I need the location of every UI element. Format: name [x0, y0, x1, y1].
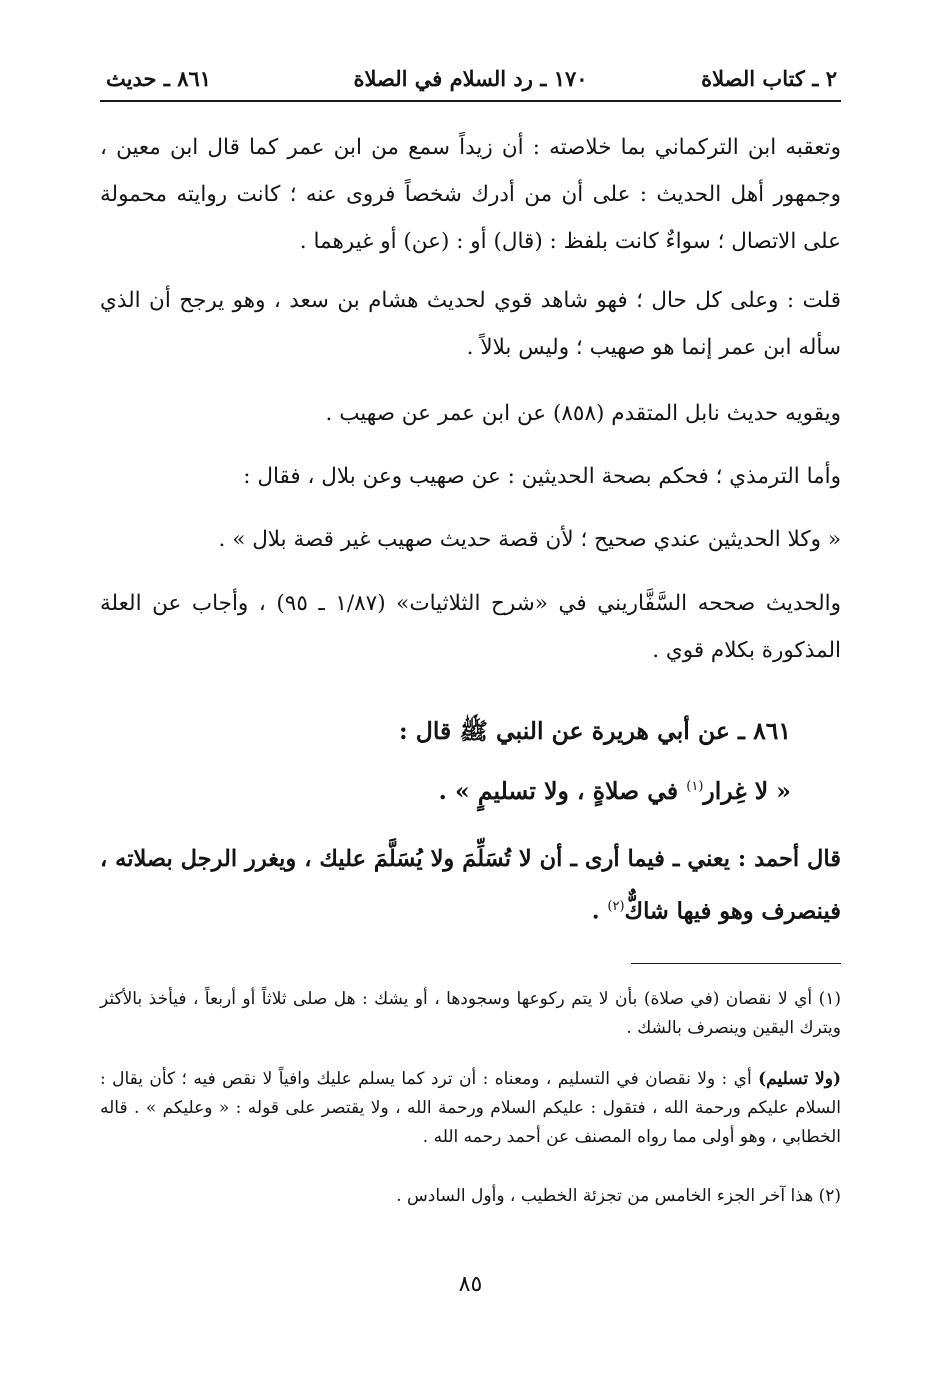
- paragraph-tirmidhi: وأما الترمذي ؛ فحكم بصحة الحديثين : عن صهيب وعن بلال ، فقال :: [243, 464, 841, 489]
- paragraph-author-opinion: قلت : وعلى كل حال ؛ فهو شاهد قوي لحديث هشام بن سعد ، وهو يرجح أن الذي سأله ابن عمر إنما هو صهيب ؛ وليس بلالاً .: [100, 288, 841, 360]
- footnote-term-explanation: أي : ولا نقصان في التسليم ، ومعناه : أن ترد كما يسلم عليك وافياً لا نقص فيه ؛ كأن يقال : السلام عليكم ورحمة الله ، فتقول : عليكم السلام ورحمة الله ، ولا يقتصر على قوله : « وعليكم » . قاله الخطابي ، وهو أولى مما رواه المصنف عن أحمد رحمه الله .: [100, 1069, 841, 1147]
- hadith-861-heading: ٨٦١ ـ عن أبي هريرة عن النبي ﷺ قال :: [398, 717, 791, 745]
- header-book-title: ٢ ـ كتاب الصلاة: [701, 66, 837, 91]
- ahmad-commentary-text: قال أحمد : يعني ـ فيما أرى ـ أن لا تُسَلِّمَ ولا يُسَلَّمَ عليك ، ويغرر الرجل بصلاته ، فينصرف وهو فيها شاكٌّ: [100, 846, 841, 925]
- footnote-term-label: (ولا تسليم): [758, 1069, 841, 1089]
- page-number: ٨٥: [458, 1272, 483, 1297]
- ahmad-commentary-end: .: [591, 898, 608, 925]
- hadith-text-part-1: « لا غِرار: [703, 776, 791, 805]
- running-header: [100, 64, 841, 102]
- paragraph-supporting-hadith: ويقويه حديث نابل المتقدم (٨٥٨) عن ابن عمر عن صهيب .: [325, 401, 841, 426]
- footnote-1-continued: [100, 1065, 841, 1152]
- header-chapter-title: ١٧٠ ـ رد السلام في الصلاة: [353, 66, 588, 91]
- footnote-ref-2: (٢): [607, 899, 625, 914]
- paragraph-tirmidhi-quote: « وكلا الحديثين عندي صحيح ؛ لأن قصة حديث صهيب غير قصة بلال » .: [218, 527, 841, 552]
- footnote-2: (٢) هذا آخر الجزء الخامس من تجزئة الخطيب ، وأول السادس .: [396, 1186, 841, 1206]
- hadith-text-part-2: في صلاةٍ ، ولا تسليمٍ » .: [438, 776, 687, 805]
- paragraph-turkmani-rebuttal: وتعقبه ابن التركماني بما خلاصته : أن زيداً سمع من ابن عمر كما قال ابن معين ، وجمهور أهل الحديث : على أن من أدرك شخصاً فروى عنه ؛ كانت روايته محمولة على الاتصال ؛ سواءٌ كانت بلفظ : (قال) أو : (عن) أو غيرهما .: [100, 135, 841, 254]
- hadith-861-text: [100, 764, 791, 814]
- book-page: [100, 0, 841, 1373]
- ahmad-commentary: [100, 836, 841, 936]
- footnote-ref-1: (١): [686, 779, 704, 794]
- paragraph-saffarini: والحديث صححه السَّفَّاريني في «شرح الثلاثيات» (١/٨٧ ـ ٩٥) ، وأجاب عن العلة المذكورة بكلام قوي .: [100, 591, 841, 663]
- footnote-1: (١) أي لا نقصان (في صلاة) بأن لا يتم ركوعها وسجودها ، أو يشك : هل صلى ثلاثاً أو أربعاً ، فيأخذ بالأكثر ويترك اليقين وينصرف بالشك .: [100, 989, 841, 1038]
- header-hadith-number: ٨٦١ ـ حديث: [106, 66, 212, 91]
- footnote-separator: [631, 963, 841, 964]
